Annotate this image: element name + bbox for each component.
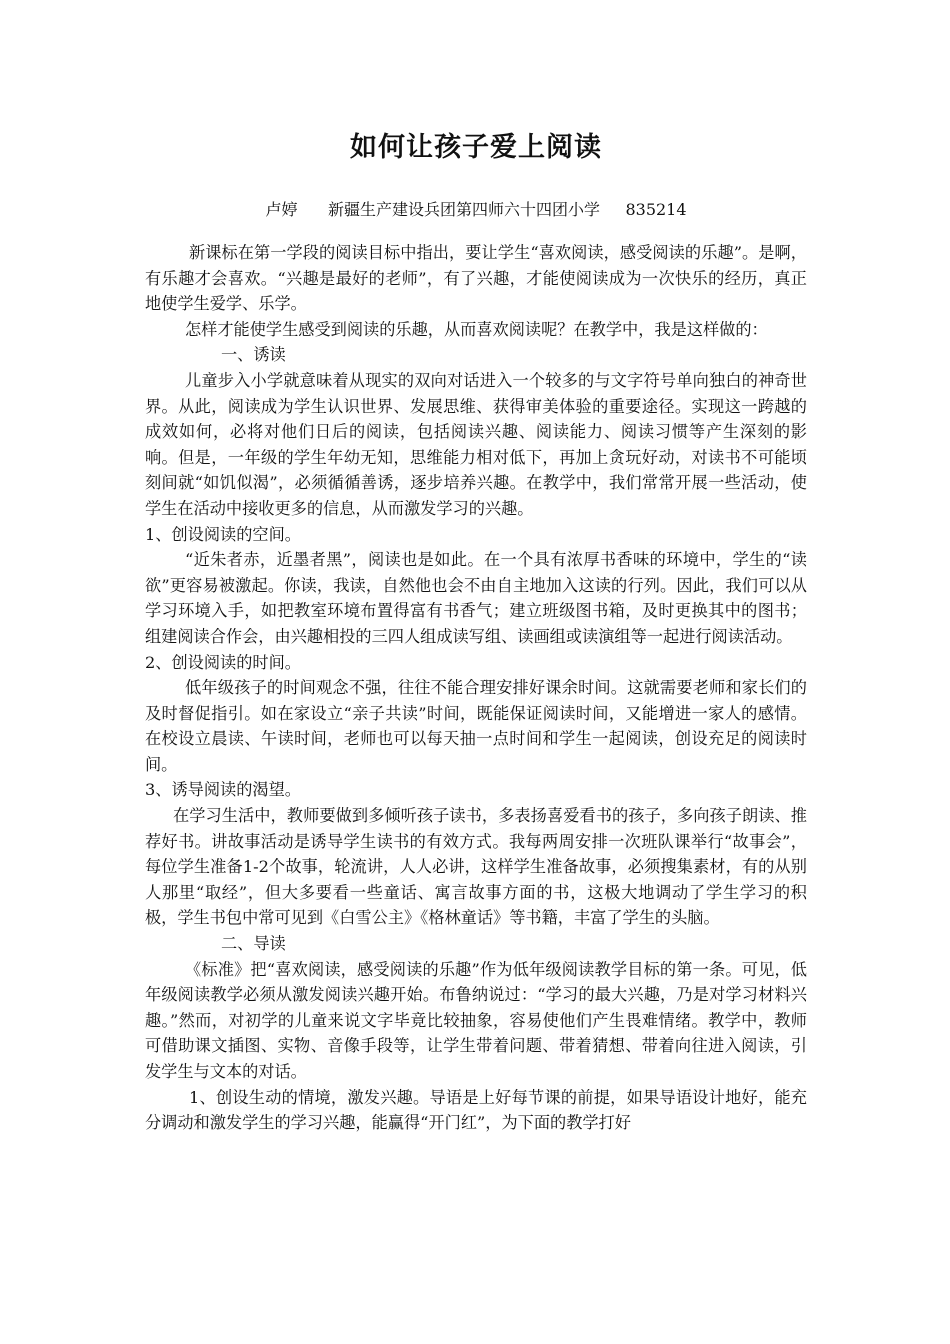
document-title: 如何让孩子爱上阅读	[350, 132, 602, 163]
author-affiliation: 新疆生产建设兵团第四师六十四团小学	[328, 200, 601, 219]
subsection-heading: 1、创设阅读的空间。	[145, 524, 301, 544]
subsection-heading: 2、创设阅读的时间。	[145, 652, 301, 672]
document-body	[145, 240, 807, 1136]
paragraph: 1、创设生动的情境，激发兴趣。导语是上好每节课的前提，如果导语设计地好，能充分调动和激发学生的学习兴趣，能赢得“开门红”，为下面的教学打好	[145, 1087, 807, 1133]
paragraph: “近朱者赤，近墨者黑”，阅读也是如此。在一个具有浓厚书香味的环境中，学生的“读欲”更容易被激起。你读，我读，自然他也会不由自主地加入这读的行列。因此，我们可以从学习环境入手，如把教室环境布置得富有书香气；建立班级图书箱，及时更换其中的图书；组建阅读合作会，由兴趣相投的三四人组成读写组、读画组或读演组等一起进行阅读活动。	[145, 550, 807, 646]
paragraph: 低年级孩子的时间观念不强，往往不能合理安排好课余时间。这就需要老师和家长们的及时督促指引。如在家设立“亲子共读”时间，既能保证阅读时间，又能增进一家人的感情。在校设立晨读、午读时间，老师也可以每天抽一点时间和学生一起阅读，创设充足的阅读时间。	[145, 678, 807, 774]
author-name: 卢婷	[265, 200, 298, 219]
section-heading: 一、诱读	[221, 345, 286, 365]
paragraph: 在学习生活中，教师要做到多倾听孩子读书，多表扬喜爱看书的孩子，多向孩子朗读、推荐好书。讲故事活动是诱导学生读书的有效方式。我每两周安排一次班队课举行“故事会”， 每位学生准备1-2个故事，轮流讲，人人必讲，这样学生准备故事，必须搜集素材，有的从别人那里“取经”，但大多要看一些童话、寓言故事方面的书，这极大地调动了学生学习的积极，学生书包中常可见到《白雪公主》《格林童话》等书籍，丰富了学生的头脑。	[145, 806, 807, 928]
paragraph: 《标准》把“喜欢阅读，感受阅读的乐趣”作为低年级阅读教学目标的第一条。可见，低年级阅读教学必须从激发阅读兴趣开始。布鲁纳说过：“学习的最大兴趣，乃是对学习材料兴趣。”然而，对初学的儿童来说文字毕竟比较抽象，容易使他们产生畏难情绪。教学中，教师可借助课文插图、实物、音像手段等，让学生带着问题、带着猜想、带着向往进入阅读，引发学生与文本的对话。	[145, 959, 807, 1081]
subsection-heading: 3、诱导阅读的渴望。	[145, 780, 301, 800]
postcode: 835214	[625, 200, 687, 219]
byline	[145, 198, 807, 222]
paragraph: 新课标在第一学段的阅读目标中指出，要让学生“喜欢阅读，感受阅读的乐趣”。是啊，有乐趣才会喜欢。“兴趣是最好的老师”，有了兴趣，才能使阅读成为一次快乐的经历，真正地使学生爱学、乐学。	[145, 243, 807, 314]
document-page	[145, 128, 807, 1136]
section-heading: 二、导读	[221, 934, 286, 954]
paragraph: 儿童步入小学就意味着从现实的双向对话进入一个较多的与文字符号单向独白的神奇世界。从此，阅读成为学生认识世界、发展思维、获得审美体验的重要途径。实现这一跨越的成效如何，必将对他们日后的阅读，包括阅读兴趣、阅读能力、阅读习惯等产生深刻的影响。但是，一年级的学生年幼无知，思维能力相对低下，再加上贪玩好动，对读书不可能顷刻间就“如饥似渴”，必须循循善诱，逐步培养兴趣。在教学中，我们常常开展一些活动，使学生在活动中接收更多的信息，从而激发学习的兴趣。	[145, 370, 807, 518]
paragraph: 怎样才能使学生感受到阅读的乐趣，从而喜欢阅读呢？在教学中，我是这样做的：	[185, 319, 768, 339]
